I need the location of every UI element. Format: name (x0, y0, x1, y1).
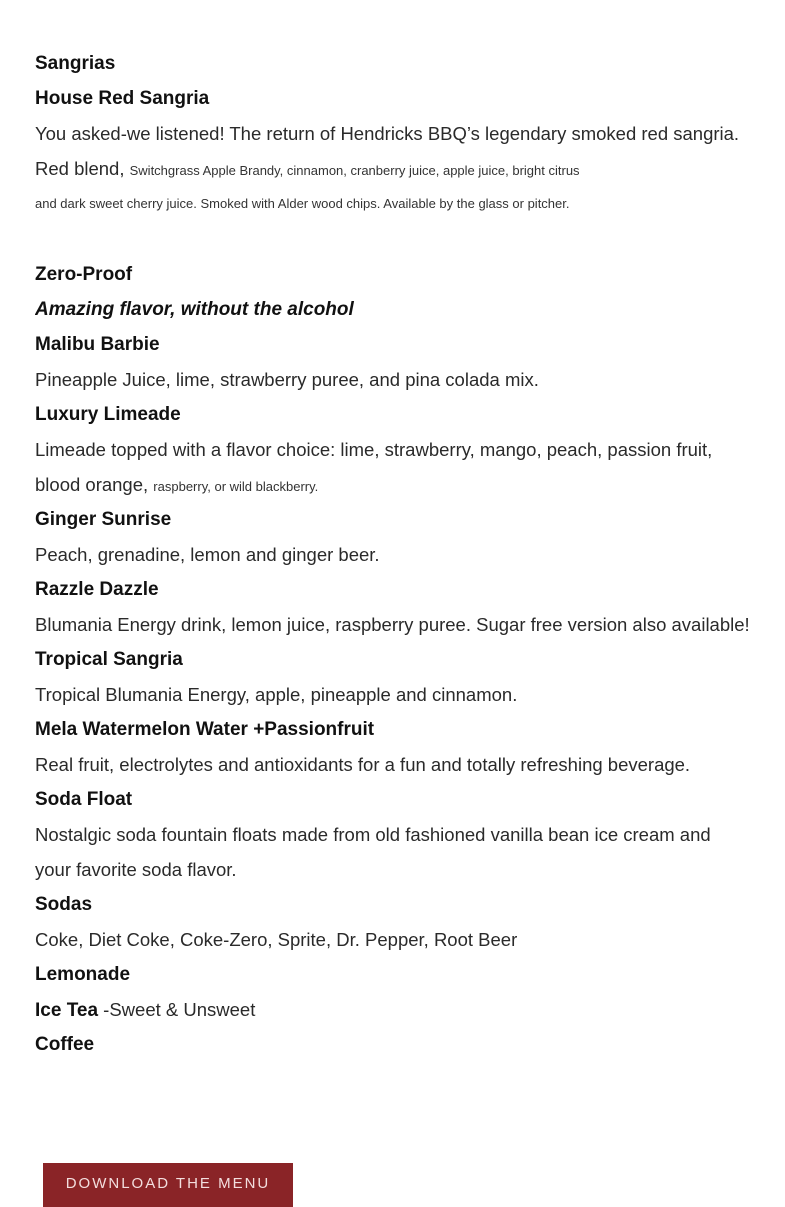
download-menu-button[interactable]: DOWNLOAD THE MENU (43, 1163, 293, 1207)
item-desc-luxury-limeade-lead: blood orange, (35, 474, 149, 495)
item-name-razzle-dazzle: Razzle Dazzle (35, 579, 159, 600)
item-desc-tropical-sangria: Tropical Blumania Energy, apple, pineapple and cinnamon. (35, 684, 518, 705)
item-desc-house-red-sangria-line2 (35, 151, 770, 186)
item-name-tropical-sangria: Tropical Sangria (35, 649, 183, 670)
item-desc-house-red-sangria-small: Switchgrass Apple Brandy, cinnamon, cranberry juice, apple juice, bright citrus (129, 163, 580, 178)
item-desc-soda-float-line1: Nostalgic soda fountain floats made from old fashioned vanilla bean ice cream and (35, 824, 711, 845)
item-name-house-red-sangria: House Red Sangria (35, 88, 210, 109)
item-desc-luxury-limeade-line1: Limeade topped with a flavor choice: lime, strawberry, mango, peach, passion fruit, (35, 439, 713, 460)
item-desc-house-red-sangria-line1: You asked-we listened! The return of Hendricks BBQ’s legendary smoked red sangria. (35, 123, 740, 144)
section-spacer (35, 222, 770, 257)
item-name-coffee: Coffee (35, 1034, 95, 1055)
item-desc-malibu-barbie: Pineapple Juice, lime, strawberry puree, and pina colada mix. (35, 369, 539, 390)
item-name-lemonade: Lemonade (35, 964, 131, 985)
item-desc-sodas: Coke, Diet Coke, Coke-Zero, Sprite, Dr. Pepper, Root Beer (35, 929, 518, 950)
item-ice-tea (35, 992, 770, 1027)
item-name-sodas: Sodas (35, 894, 93, 915)
section-tagline-zero-proof: Amazing flavor, without the alcohol (35, 299, 354, 320)
item-name-mela-watermelon-water: Mela Watermelon Water +Passionfruit (35, 719, 375, 740)
item-desc-house-red-sangria-lead: Red blend, (35, 158, 125, 179)
item-desc-house-red-sangria-line3: and dark sweet cherry juice. Smoked with Alder wood chips. Available by the glass or pitcher. (35, 196, 570, 211)
item-desc-ginger-sunrise: Peach, grenadine, lemon and ginger beer. (35, 544, 380, 565)
item-desc-razzle-dazzle: Blumania Energy drink, lemon juice, raspberry puree. Sugar free version also available! (35, 614, 750, 635)
item-desc-soda-float-line2: your favorite soda flavor. (35, 859, 237, 880)
item-name-ginger-sunrise: Ginger Sunrise (35, 509, 172, 530)
item-name-soda-float: Soda Float (35, 789, 133, 810)
drinks-menu (35, 46, 770, 1062)
item-name-luxury-limeade: Luxury Limeade (35, 404, 181, 425)
item-desc-mela-watermelon-water: Real fruit, electrolytes and antioxidants for a fun and totally refreshing beverage. (35, 754, 691, 775)
item-name-malibu-barbie: Malibu Barbie (35, 334, 160, 355)
section-title-zero-proof: Zero-Proof (35, 264, 133, 285)
item-desc-luxury-limeade-small: raspberry, or wild blackberry. (153, 479, 319, 494)
section-title-sangrias: Sangrias (35, 53, 116, 74)
item-desc-luxury-limeade-line2 (35, 467, 770, 502)
item-name-ice-tea: Ice Tea (35, 1000, 99, 1021)
item-desc-ice-tea: -Sweet & Unsweet (98, 999, 256, 1020)
